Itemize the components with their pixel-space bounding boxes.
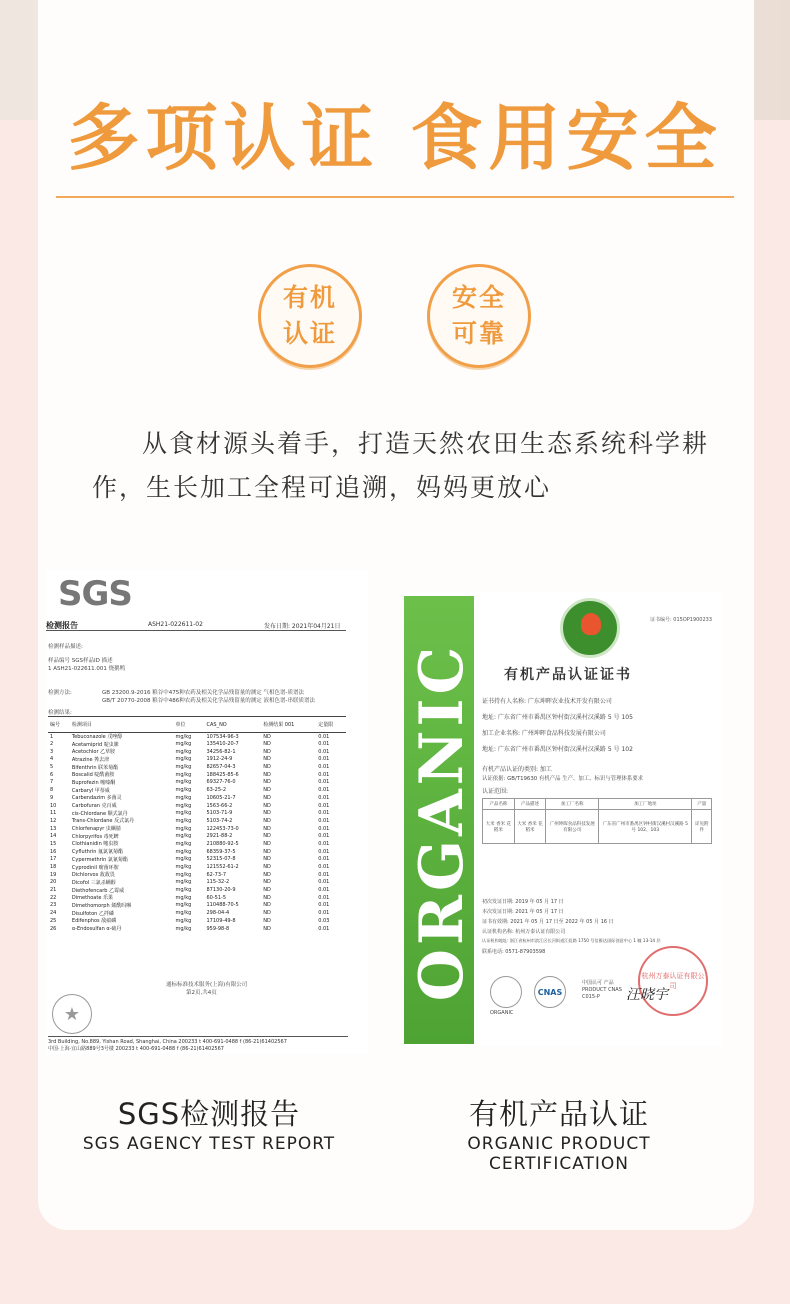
table-cell: mg/kg [175, 833, 192, 840]
table-cell: 298-04-4 [206, 910, 230, 917]
table-cell: 1563-66-2 [206, 802, 233, 809]
table-cell: mg/kg [175, 856, 192, 863]
table-cell: 11 [50, 810, 57, 817]
table-cell: ND [263, 840, 271, 847]
table-cell: 69327-76-0 [206, 779, 236, 786]
table-cell: 0.01 [318, 887, 330, 894]
table-cell: 188425-85-6 [206, 771, 239, 778]
table-cell: ND [263, 756, 271, 763]
table-cell: 0.01 [318, 733, 330, 740]
table-cell: 0.01 [318, 856, 330, 863]
table-cell: Atrazine 莠去津 [71, 756, 110, 763]
table-cell: 115-32-2 [206, 879, 230, 886]
table-cell: ND [263, 925, 271, 932]
table-cell: ND [263, 894, 271, 901]
cell: 加工厂地址 [599, 799, 692, 810]
table-cell: 0.01 [318, 864, 330, 871]
table-row [48, 863, 346, 871]
sgs-sample-row: 样品编号 SGS样品ID 描述 [48, 658, 113, 664]
table-row [48, 817, 346, 825]
organic-table-header [483, 799, 712, 810]
table-row [48, 879, 346, 887]
table-cell: 63-25-2 [206, 787, 226, 794]
table-cell: 0.01 [318, 871, 330, 878]
table-cell: ND [263, 779, 271, 786]
table-cell: ND [263, 825, 271, 832]
organic-processor-addr: 地址: 广东省广州市番禺区钟村街汉溪村汉溪路 5 号 102 [482, 746, 633, 753]
organic-holder: 证书持有人名称: 广东坤晖农业技术开发有限公司 [482, 698, 612, 705]
table-cell: Edifenphos 敌瘟磷 [71, 918, 117, 925]
table-cell: Dimethomorph 烯酰吗啉 [71, 902, 132, 909]
table-row [48, 871, 346, 879]
sgs-table-header [48, 717, 346, 733]
table-cell: ND [263, 748, 271, 755]
caption-organic-subtitle: ORGANIC PRODUCT CERTIFICATION [467, 1134, 651, 1174]
sgs-table-body [48, 733, 346, 933]
table-cell: 0.01 [318, 879, 330, 886]
table-row [48, 848, 346, 856]
table-cell: Disulfoton 乙拌磷 [71, 910, 114, 917]
organic-badge-label: ORGANIC [490, 1010, 514, 1016]
table-cell: 0.01 [318, 910, 330, 917]
table-cell: Acetamiprid 啶虫脒 [71, 741, 119, 748]
table-cell: 12 [50, 817, 57, 824]
table-cell: mg/kg [175, 771, 192, 778]
table-cell: ND [263, 902, 271, 909]
table-cell: 22 [50, 894, 57, 901]
badge-organic-label: 有机认证 [282, 283, 337, 348]
table-cell: mg/kg [175, 779, 192, 786]
organic-processor: 加工企业名称: 广州坤晖食品科技发展有限公司 [482, 730, 606, 737]
table-cell: 17109-49-8 [206, 917, 236, 924]
sgs-result-head: 检测结果: [48, 710, 72, 716]
organic-seal-stamp: 杭州万泰认证有限公司 [638, 946, 708, 1016]
table-row [48, 756, 346, 764]
table-cell: Clothianidin 噻虫胺 [71, 841, 119, 848]
table-cell: 122453-73-0 [206, 825, 239, 832]
table-cell: 0.01 [318, 833, 330, 840]
organic-cert-title: 有机产品认证证书 [504, 667, 632, 683]
table-cell: 18 [50, 864, 57, 871]
table-cell: Chlorpyrifos 毒死蜱 [71, 833, 119, 840]
table-cell: Buprofezin 噻嗪酮 [71, 779, 116, 786]
table-cell: 14 [50, 833, 57, 840]
table-cell: 4 [50, 756, 54, 763]
table-cell: mg/kg [175, 902, 192, 909]
table-cell: mg/kg [175, 871, 192, 878]
table-row [48, 802, 346, 810]
table-cell: 210880-92-5 [206, 840, 239, 847]
organic-scope: 认证范围: [482, 788, 509, 795]
table-cell: 0.01 [318, 840, 330, 847]
table-cell: 0.01 [318, 925, 330, 932]
table-row [48, 909, 346, 917]
table-row [48, 740, 346, 748]
table-cell: ND [263, 864, 271, 871]
badge-safe [427, 264, 531, 368]
table-row [48, 794, 346, 802]
organic-badge-icon [490, 976, 522, 1008]
table-cell: mg/kg [175, 864, 192, 871]
col-header: 定量限 [316, 717, 346, 733]
table-cell: 19 [50, 871, 57, 878]
organic-this-date: 本次发证日期: 2021 年 05 月 17 日 [482, 909, 564, 915]
sgs-method-2: GB/T 20770-2008 粮谷中486种农药及相关化学品残留量的测定 液相色谱-串联质谱法 [102, 698, 315, 704]
table-cell: mg/kg [175, 802, 192, 809]
table-row [48, 779, 346, 787]
sgs-sample-vals: 1 ASH21-022611.001 烧鹅鸭 [48, 666, 126, 672]
table-cell: ND [263, 917, 271, 924]
table-cell: 34256-82-1 [206, 748, 236, 755]
table-cell: 110488-70-5 [206, 902, 239, 909]
table-cell: mg/kg [175, 917, 192, 924]
table-cell: 0.01 [318, 810, 330, 817]
sgs-page: 第2页,共4页 [186, 990, 217, 996]
sgs-doc-title: 检测报告 [46, 621, 78, 630]
table-row [48, 902, 346, 910]
organic-body: 认证机构名称: 杭州万泰认证有限公司 [482, 929, 566, 935]
table-cell: 21 [50, 887, 57, 894]
table-cell: Dichlorvos 敌敌畏 [71, 872, 115, 879]
table-row [48, 856, 346, 864]
cell: 产品描述 [514, 799, 546, 810]
cell: 产品名称 [483, 799, 515, 810]
table-cell: mg/kg [175, 848, 192, 855]
table-cell: 10605-21-7 [206, 794, 236, 801]
organic-address: 地址: 广东省广州市番禺区钟村街汉溪村汉溪路 5 号 105 [482, 714, 633, 721]
table-row [48, 786, 346, 794]
sgs-report-image [46, 570, 368, 1054]
table-cell: mg/kg [175, 910, 192, 917]
sgs-report-date: 发布日期: 2021年04月21日 [264, 623, 341, 630]
table-cell: ND [263, 887, 271, 894]
table-cell: ND [263, 879, 271, 886]
table-cell: 52315-07-8 [206, 856, 236, 863]
table-cell: 15 [50, 840, 57, 847]
sgs-logo: SGS [58, 574, 132, 614]
cell: 广州坤晖食品科技发展有限公司 [546, 810, 599, 844]
cnas-badge-icon: CNAS [534, 976, 566, 1008]
table-cell: Cyfluthrin 氟氯氰菊酯 [71, 849, 124, 856]
sgs-issuer: 通标标准技术服务(上海)有限公司 [166, 982, 248, 988]
table-row [48, 748, 346, 756]
table-cell: ND [263, 764, 271, 771]
organic-category: 有机产品认证的类别: 加工 [482, 766, 552, 773]
col-header: 检测结果 001 [261, 717, 316, 733]
table-cell: 0.01 [318, 764, 330, 771]
table-cell: 0.01 [318, 894, 330, 901]
table-cell: 0.01 [318, 771, 330, 778]
table-cell: ND [263, 810, 271, 817]
caption-sgs-subtitle: SGS AGENCY TEST REPORT [82, 1134, 336, 1154]
table-cell: ND [263, 794, 271, 801]
organic-signature: 汪晓宇 [626, 987, 668, 1003]
organic-first-date: 初次发证日期: 2019 年 05 月 17 日 [482, 899, 564, 905]
table-cell: mg/kg [175, 825, 192, 832]
table-cell: 121552-61-2 [206, 864, 239, 871]
sgs-accreditation-seal: ★ [52, 994, 92, 1034]
table-cell: mg/kg [175, 764, 192, 771]
table-cell: Carbofuran 克百威 [71, 803, 117, 810]
table-cell: 1912-24-9 [206, 756, 233, 763]
organic-body-addr: 认证机构地址: 浙江省杭州市滨江区长河街道江虹路 1750 号信雅达国际创意中心 1 幢 13-14 层 [482, 938, 661, 943]
table-cell: 5103-71-9 [206, 810, 233, 817]
china-organic-logo-icon [560, 598, 620, 658]
table-cell: Cyprodinil 嘧菌环胺 [71, 864, 119, 871]
table-cell: 9 [50, 794, 54, 801]
table-cell: Acetochlor 乙草胺 [71, 749, 116, 756]
table-cell: 25 [50, 917, 57, 924]
table-cell: ND [263, 771, 271, 778]
table-cell: 0.01 [318, 756, 330, 763]
organic-basis: 认证依据: GB/T19630 有机产品 生产、加工、标识与管理体系要求 [482, 776, 644, 782]
table-cell: Cypermethrin 氯氰菊酯 [71, 856, 128, 863]
cell: 详见附件 [692, 810, 712, 844]
caption-sgs-title: SGS检测报告 [117, 1097, 301, 1131]
sgs-footer [48, 1036, 348, 1052]
table-cell: ND [263, 871, 271, 878]
sgs-sample-desc: 检测样品描述: [48, 644, 83, 650]
table-cell: cis-Chlordane 顺式氯丹 [71, 810, 128, 817]
sgs-method-head: 检测方法: [48, 690, 72, 696]
table-cell: 2921-88-2 [206, 833, 233, 840]
col-header: CAS_NO [204, 717, 261, 733]
table-row [48, 763, 346, 771]
organic-cert-number: 证书编号: 015OP1900233 [650, 617, 713, 623]
table-cell: 2 [50, 741, 54, 748]
col-header: 检测项目 [70, 717, 174, 733]
organic-valid: 证书有效期: 2021 年 05 月 17 日至 2022 年 05 月 16 日 [482, 919, 614, 925]
table-cell: 68359-37-5 [206, 848, 236, 855]
table-row [48, 917, 346, 925]
table-cell: 0.01 [318, 825, 330, 832]
table-cell: 60-51-5 [206, 894, 226, 901]
table-cell: mg/kg [175, 817, 192, 824]
table-row [48, 886, 346, 894]
sgs-report-number: ASH21-022611-02 [148, 621, 203, 628]
table-cell: 6 [50, 771, 54, 778]
table-cell: ND [263, 848, 271, 855]
organic-cert-image [404, 592, 722, 1046]
table-row [48, 832, 346, 840]
table-cell: Dicofol 三氯杀螨醇 [71, 879, 116, 886]
cell: 加工厂名称 [546, 799, 599, 810]
table-cell: mg/kg [175, 879, 192, 886]
badge-safe-label: 安全可靠 [451, 283, 506, 348]
table-cell: 0.01 [318, 817, 330, 824]
table-row [48, 809, 346, 817]
table-cell: Boscalid 啶酰菌胺 [71, 772, 115, 779]
table-cell: Diethofencarb 乙霉威 [71, 887, 125, 894]
table-cell: mg/kg [175, 733, 192, 740]
table-cell: 0.03 [318, 917, 330, 924]
organic-phone: 联系电话: 0571-87903598 [482, 949, 546, 955]
sgs-result-table [48, 716, 346, 932]
cell: 大米 香米 花稻米 [514, 810, 546, 844]
table-cell: 135410-20-7 [206, 741, 239, 748]
table-cell: Carbendazim 多菌灵 [71, 795, 122, 802]
table-cell: ND [263, 817, 271, 824]
table-row [48, 925, 346, 933]
sgs-method-1: GB 23200.9-2016 粮谷中475种农药及相关化学品残留量的测定 气相色谱-质谱法 [102, 690, 304, 696]
organic-table-row [483, 810, 712, 844]
col-header: 编号 [48, 717, 70, 733]
table-cell: mg/kg [175, 925, 192, 932]
table-cell: mg/kg [175, 840, 192, 847]
table-cell: mg/kg [175, 748, 192, 755]
table-cell: 5103-74-2 [206, 817, 233, 824]
table-cell: 87130-20-9 [206, 887, 236, 894]
table-cell: ND [263, 787, 271, 794]
organic-band-word: ORGANIC [407, 642, 477, 1002]
caption-organic-title: 有机产品认证 [468, 1097, 649, 1131]
table-row [48, 825, 346, 833]
table-cell: ND [263, 833, 271, 840]
table-cell: ND [263, 856, 271, 863]
table-cell: Tebuconazole 戊唑醇 [71, 734, 123, 741]
table-cell: mg/kg [175, 894, 192, 901]
sgs-divider [46, 630, 346, 631]
cnas-text: 中国认可 产品 PRODUCT CNAS C015-P [582, 980, 622, 1000]
cell: 产量 [692, 799, 712, 810]
table-cell: mg/kg [175, 794, 192, 801]
table-cell: 26 [50, 925, 57, 932]
table-cell: Chlorfenapyr 虫螨腈 [71, 826, 121, 833]
table-cell: 0.01 [318, 794, 330, 801]
table-row [48, 771, 346, 779]
page-headline: 多项认证 食用安全 [67, 96, 723, 180]
table-cell: 0.01 [318, 902, 330, 909]
table-cell: 0.01 [318, 787, 330, 794]
table-row [48, 840, 346, 848]
table-cell: mg/kg [175, 810, 192, 817]
table-cell: mg/kg [175, 787, 192, 794]
table-cell: 5 [50, 764, 54, 771]
table-cell: 24 [50, 910, 57, 917]
table-cell: 0.01 [318, 748, 330, 755]
table-cell: Carbaryl 甲萘威 [71, 787, 110, 794]
sgs-footer-addr-cn: 中国·上海·宜山路889号3号楼 200233 t 400-691-0488 f (86-21)61402567 [48, 1046, 224, 1052]
table-cell: 107534-96-3 [206, 733, 239, 740]
description-text: 从食材源头着手，打造天然农田生态系统科学耕作，生长加工全程可追溯，妈妈更放心 [92, 429, 710, 502]
table-cell: ND [263, 910, 271, 917]
table-cell: 10 [50, 802, 57, 809]
cell: 广东省广州市番禺区钟村街汉溪村汉溪路 5 号 102、103 [599, 810, 692, 844]
table-cell: 23 [50, 902, 57, 909]
organic-scope-table [482, 798, 712, 844]
table-cell: ND [263, 802, 271, 809]
table-cell: 1 [50, 733, 54, 740]
table-cell: ND [263, 741, 271, 748]
table-cell: 7 [50, 779, 54, 786]
headline-divider [56, 196, 734, 198]
table-row [48, 894, 346, 902]
table-cell: 0.01 [318, 741, 330, 748]
table-cell: 3 [50, 748, 54, 755]
table-row [48, 733, 346, 741]
table-cell: 8 [50, 787, 54, 794]
table-cell: 20 [50, 879, 57, 886]
cell: 大米 香米 花稻米 [483, 810, 515, 844]
badge-organic [258, 264, 362, 368]
table-cell: 13 [50, 825, 57, 832]
table-cell: 17 [50, 856, 57, 863]
table-cell: 959-98-8 [206, 925, 230, 932]
col-header: 单位 [173, 717, 204, 733]
table-cell: mg/kg [175, 741, 192, 748]
table-cell: 0.01 [318, 848, 330, 855]
table-cell: mg/kg [175, 887, 192, 894]
table-cell: 0.01 [318, 802, 330, 809]
table-cell: Bifenthrin 联苯菊酯 [71, 764, 119, 771]
table-cell: ND [263, 733, 271, 740]
table-cell: 0.01 [318, 779, 330, 786]
table-cell: 16 [50, 848, 57, 855]
table-cell: 62-73-7 [206, 871, 226, 878]
sgs-footer-addr: 3rd Building, No.889, Yishan Road, Shanghai, China 200233 t 400-691-0488 f (86-21)61402567 [48, 1039, 287, 1045]
organic-green-band [404, 596, 477, 1044]
table-cell: Dimethoate 乐果 [71, 895, 113, 902]
table-cell: mg/kg [175, 756, 192, 763]
table-cell: Trans-Chlordane 反式氯丹 [71, 818, 135, 825]
table-cell: 82657-04-3 [206, 764, 236, 771]
table-cell: α-Endosulfan α-硫丹 [71, 926, 122, 933]
